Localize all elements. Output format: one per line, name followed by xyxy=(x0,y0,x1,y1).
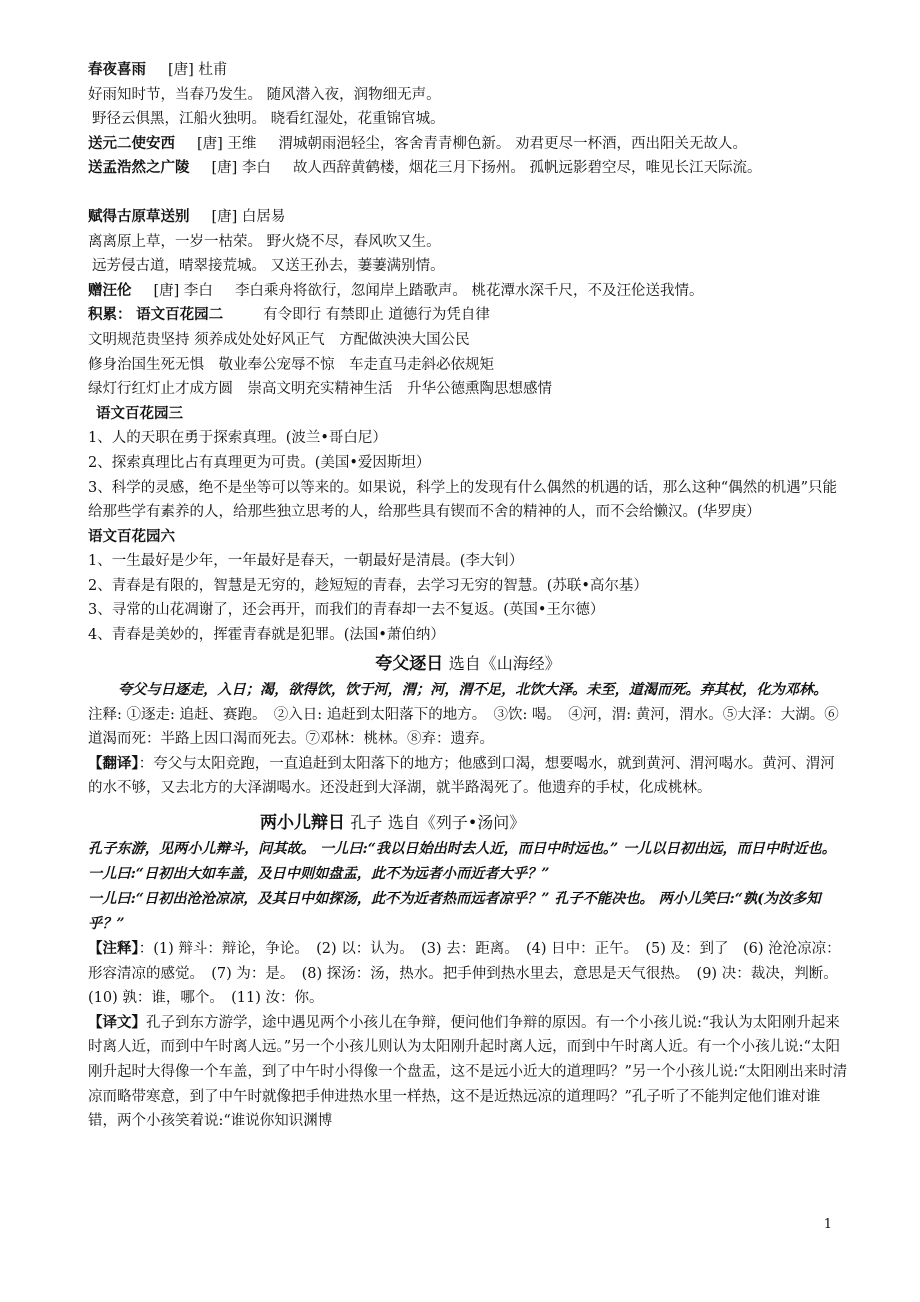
translation-label: 【译文】 xyxy=(88,1013,146,1031)
kuafu-text: 夸父与日逐走，入日；渴，欲得饮，饮于河，渭；河，渭不足，北饮大泽。未至，道渴而死。弃其杖，化为邓林。 xyxy=(118,681,828,698)
kuafu-source: 选自《山海经》 xyxy=(448,653,561,673)
quote: 3、科学的灵感，绝不是坐等可以等来的。如果说，科学上的发现有什么偶然的机遇的话，那么这种“偶然的机遇”只能给那些学有素养的人，给那些独立思考的人，给那些具有锲而不舍的精神的人，而不会给懒汉。(华罗庚） xyxy=(88,479,838,521)
kuafu-title: 夸父逐日 xyxy=(375,653,444,674)
poem-songyuaner xyxy=(88,132,848,157)
document-page xyxy=(88,58,848,1134)
garden2-line: 绿灯行红灯止才成方圆 崇高文明充实精神生活 升华公德熏陶思想感情 xyxy=(88,381,552,398)
garden3-title: 语文百花园三 xyxy=(96,404,183,422)
poem-text: 渭城朝雨浥轻尘，客舍青青柳色新。 劝君更尽一杯酒，西出阳关无故人。 xyxy=(278,135,748,152)
liangxiaoer-translation xyxy=(88,1011,848,1134)
poem-title: 赠汪伦 xyxy=(88,281,132,299)
poem-text: 故人西辞黄鹤楼，烟花三月下扬州。 孤帆远影碧空尽，唯见长江天际流。 xyxy=(292,160,762,177)
garden2-line: 修身治国生死无惧 敬业奉公宠辱不惊 车走直马走斜必依规矩 xyxy=(88,356,494,373)
notes-text: ：(1) 辩斗：辩论，争论。 (2) 以：认为。 (3) 去：距离。 (4) 日中：正午。 (5) 及：到了 (6) 沧沧凉凉：形容清凉的感觉。 (7) 为：是。 (8) 探汤：汤，热水。把手伸到热水里去，意思是天气很热。 (9) 决：裁决，判断。 (10) 孰：谁，哪个。 (11) 汝：你。 xyxy=(88,941,845,1007)
poem-songmeng xyxy=(88,156,848,181)
translation-label: 【翻译】 xyxy=(88,754,139,772)
poem-title: 送孟浩然之广陵 xyxy=(88,159,190,177)
poem-title: 春夜喜雨 xyxy=(88,61,146,78)
kuafu-notes: 注释: ①逐走: 追赶、赛跑。 ②入日: 追赶到太阳落下的地方。 ③饮: 喝。 ④河，渭: 黄河，渭水。⑤大泽：大湖。⑥道渴而死：半路上因口渴而死去。⑦邓林：桃林。⑧弃：遗弃。 xyxy=(88,706,839,748)
liangxiaoer-notes xyxy=(88,937,848,1011)
garden2-line: 文明规范贵坚持 须养成处处好风正气 方配做泱泱大国公民 xyxy=(88,331,470,348)
poem-author: [唐] 王维 xyxy=(197,135,257,152)
quote: 1、一生最好是少年，一年最好是春天，一朝最好是清晨。(李大钊） xyxy=(88,553,524,570)
liangxiaoer-title-row xyxy=(88,809,848,837)
translation-text: ：夸父与太阳竞跑，一直追赶到太阳落下的地方；他感到口渴，想要喝水，就到黄河、渭河喝水。黄河、渭河的水不够，又去北方的大泽湖喝水。还没赶到大泽湖，就半路渴死了。他遗弃的手杖，化成桃林。 xyxy=(88,755,835,797)
poem-fude-header xyxy=(88,205,848,230)
garden2-label: 积累： xyxy=(88,306,132,324)
quote: 1、人的天职在勇于探索真理。(波兰•哥白尼） xyxy=(88,430,387,447)
liangxiaoer-author: 孔子 xyxy=(350,813,383,833)
poem-line: 野径云俱黑，江船火独明。 晓看红湿处，花重锦官城。 xyxy=(92,111,445,128)
poem-chunye-header xyxy=(88,58,848,83)
garden6-title: 语文百花园六 xyxy=(88,527,175,545)
page-number: 1 xyxy=(823,1217,832,1232)
quote: 2、青春是有限的，智慧是无穷的，趁短短的青春，去学习无穷的智慧。(苏联•高尔基） xyxy=(88,577,648,594)
poem-author: [唐] 李白 xyxy=(211,160,271,177)
poem-line: 好雨知时节，当春乃发生。 随风潜入夜，润物细无声。 xyxy=(88,86,441,103)
liangxiaoer-source: 选自《列子•汤问》 xyxy=(387,813,526,833)
poem-title: 送元二使安西 xyxy=(88,134,175,152)
poem-title: 赋得古原草送别 xyxy=(88,207,190,225)
garden2-title: 语文百花园二 xyxy=(136,306,224,324)
liangxiaoer-title: 两小儿辩日 xyxy=(260,813,345,834)
poem-text: 李白乘舟将欲行，忽闻岸上踏歌声。 桃花潭水深千尺，不及汪伦送我情。 xyxy=(234,282,704,299)
translation-text: 孔子到东方游学，途中遇见两个小孩儿在争辩，便问他们争辩的原因。有一个小孩儿说:“我认为太阳刚升起来时离人近，而到中午时离人远。”另一个小孩儿则认为太阳刚升起时离人远，而到中午时离人近。有一个小孩儿说:“太阳刚升起时大得像一个车盖，到了中午时小得像一个盘盂，这不是远小近大的道理吗？”另一个小孩儿说:“太阳刚出来时清凉而略带寒意，到了中午时就像把手伸进热水里一样热，这不是近热远凉的道理吗？”孔子听了不能判定他们谁对谁错，两个小孩笑着说:“谁说你知识渊博 xyxy=(88,1014,848,1130)
poem-line: 远芳侵古道，晴翠接荒城。 又送王孙去，萋萋满别情。 xyxy=(92,258,445,275)
garden2-header xyxy=(88,303,848,328)
notes-label: 【注释】 xyxy=(88,940,139,958)
quote: 4、青春是美妙的，挥霍青春就是犯罪。(法国•萧伯纳） xyxy=(88,627,445,644)
poem-author: [唐] 白居易 xyxy=(211,208,286,225)
kuafu-title-row xyxy=(88,650,848,678)
poem-zengwanglun xyxy=(88,279,848,304)
poem-line: 离离原上草，一岁一枯荣。 野火烧不尽，春风吹又生。 xyxy=(88,233,441,250)
quote: 3、寻常的山花凋谢了，还会再开，而我们的青春却一去不复返。(英国•王尔德） xyxy=(88,602,605,619)
quote: 2、探索真理比占有真理更为可贵。(美国•爱因斯坦） xyxy=(88,454,431,471)
kuafu-translation xyxy=(88,752,848,801)
liangxiaoer-text: 一儿曰:“日初出沧沧凉凉，及其日中如探汤，此不为近者热而远者凉乎？” 孔子不能决也。 两小儿笑曰:“孰(为汝多知乎？” xyxy=(88,891,821,933)
garden2-line: 有令即行 有禁即止 道德行为凭自律 xyxy=(263,307,490,324)
poem-author: [唐] 李白 xyxy=(153,282,213,299)
liangxiaoer-text: 孔子东游，见两小儿辩斗，问其故。 一儿曰:“我以日始出时去人近，而日中时远也。” 一儿以日初出远，而日中时近也。 一儿曰:“日初出大如车盖，及日中则如盘盂，此不为远者小而近者大乎？” xyxy=(88,841,836,883)
poem-author: [唐] 杜甫 xyxy=(168,62,228,78)
